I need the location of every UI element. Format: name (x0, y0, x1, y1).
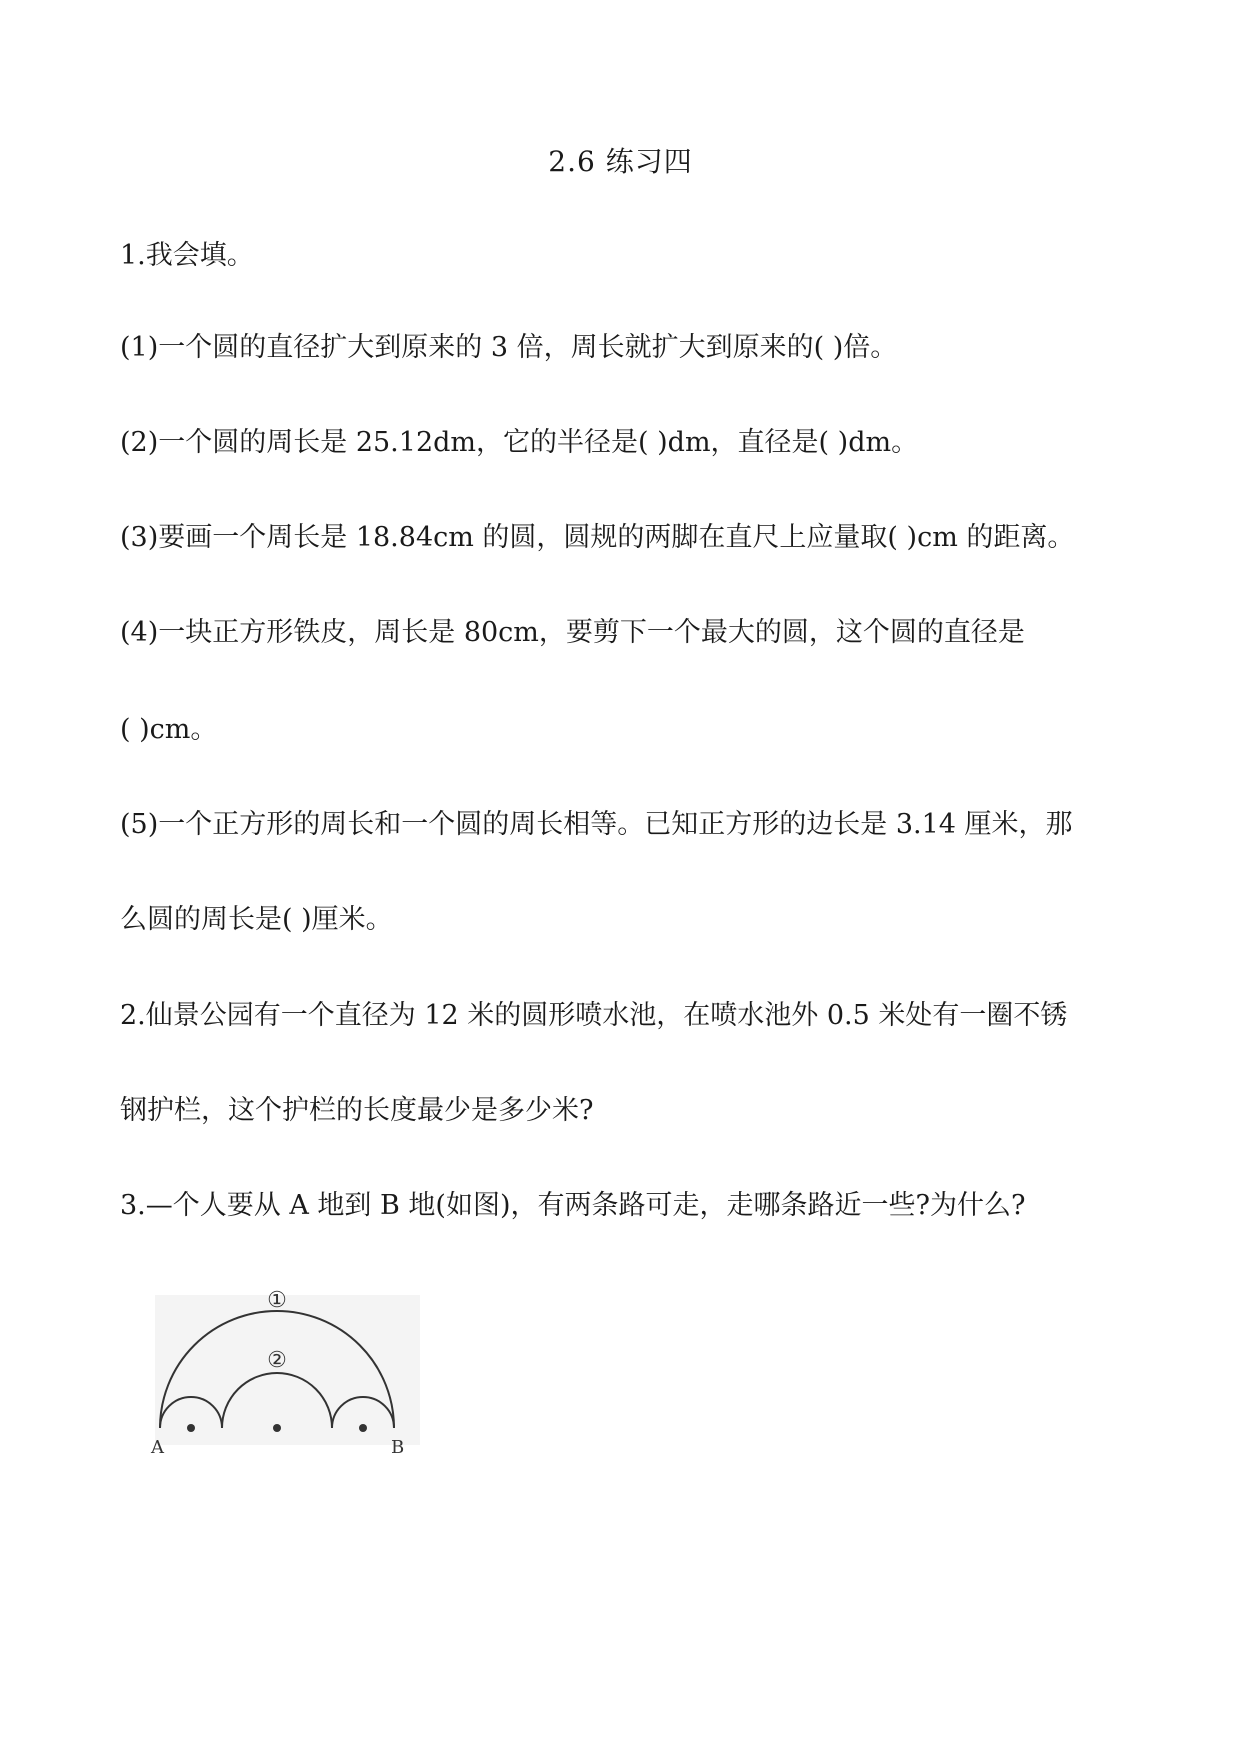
route-2-label: ② (267, 1348, 287, 1373)
point-b-label: B (391, 1437, 405, 1458)
center-dot-left (187, 1424, 195, 1432)
question-1-4-line2: ( )cm。 (120, 714, 218, 745)
question-1-5-line2: 么圆的周长是( )厘米。 (120, 904, 393, 935)
question-3-line1: 3.—个人要从 A 地到 B 地(如图)，有两条路可走，走哪条路近一些?为什么? (120, 1190, 1026, 1221)
question-1-5-line1: (5)一个正方形的周长和一个圆的周长相等。已知正方形的边长是 3.14 厘米，那 (120, 809, 1073, 840)
page-title: 2.6 练习四 (548, 145, 693, 178)
route-1-label: ① (267, 1288, 287, 1313)
question-2-line2: 钢护栏，这个护栏的长度最少是多少米? (120, 1095, 594, 1126)
center-dot-right (359, 1424, 367, 1432)
point-a-label: A (151, 1437, 164, 1458)
center-dot-middle (273, 1424, 281, 1432)
figure-background (155, 1295, 420, 1445)
question-1-4-line1: (4)一块正方形铁皮，周长是 80cm，要剪下一个最大的圆，这个圆的直径是 (120, 617, 1025, 648)
question-2-line1: 2.仙景公园有一个直径为 12 米的圆形喷水池，在喷水池外 0.5 米处有一圈不锈 (120, 1000, 1068, 1031)
route-diagram (145, 1275, 430, 1470)
question-1-1: (1)一个圆的直径扩大到原来的 3 倍，周长就扩大到原来的( )倍。 (120, 332, 898, 363)
section-1-heading: 1.我会填。 (120, 240, 254, 271)
question-1-3: (3)要画一个周长是 18.84cm 的圆，圆规的两脚在直尺上应量取( )cm 的距离。 (120, 522, 1075, 553)
question-1-2: (2)一个圆的周长是 25.12dm，它的半径是( )dm，直径是( )dm。 (120, 427, 919, 458)
